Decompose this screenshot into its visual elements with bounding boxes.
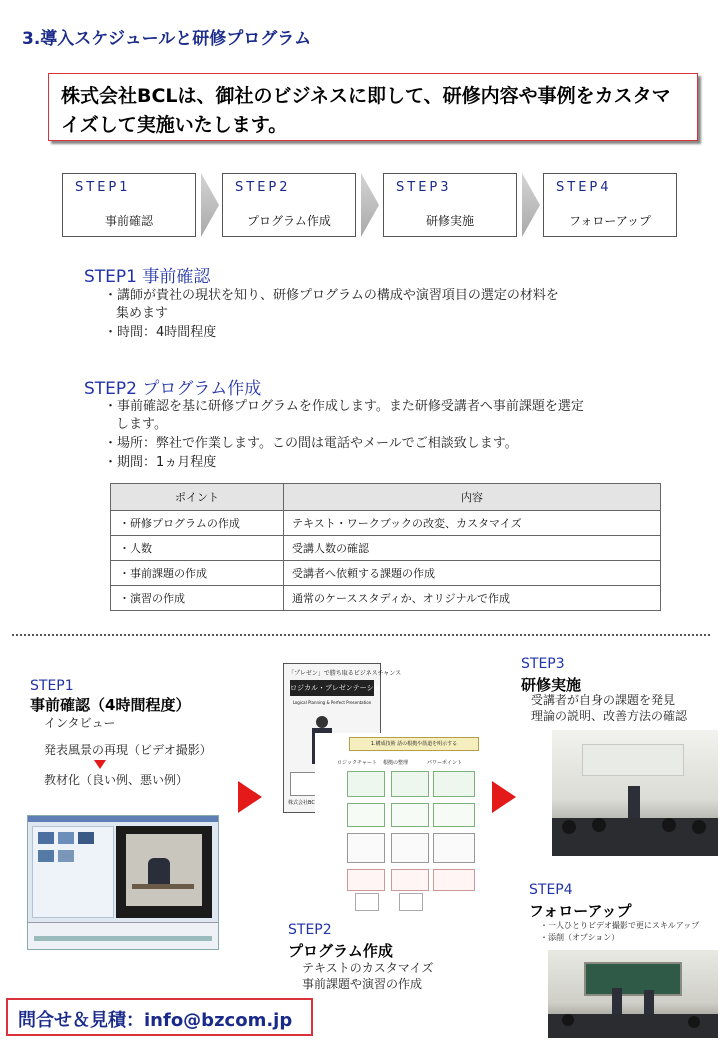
step-label: STEP4 — [556, 180, 612, 195]
table-cell: ・研修プログラムの作成 — [111, 511, 284, 536]
section-title: 3.導入スケジュールと研修プログラム — [22, 29, 312, 49]
table-cell: 通常のケーススタディか、オリジナルで作成 — [284, 586, 661, 611]
flow-step4-item: ・添削（オプション） — [540, 933, 620, 942]
table-cell: テキスト・ワークブックの改変、カスタマイズ — [284, 511, 661, 536]
flow-step2-title: プログラム作成 — [288, 942, 393, 960]
flow-step4-label: STEP4 — [529, 882, 573, 898]
step2-line: ・場所：弊社で作業します。この間は電話やメールでご相談致します。 — [104, 436, 518, 451]
flow-step1-label: STEP1 — [30, 678, 74, 694]
flow-step1-item: 教材化（良い例、悪い例） — [44, 773, 189, 787]
flow-step3-title: 研修実施 — [521, 676, 582, 694]
flow-step4-item: ・一人ひとりビデオ撮影で更にスキルアップ — [540, 921, 700, 930]
step-label: STEP3 — [396, 180, 452, 195]
table-header-row — [111, 484, 661, 511]
step-name: 事前確認 — [104, 214, 153, 228]
book-top-text: 「プレゼン」で勝ち取るビジネスチャンス — [288, 670, 402, 677]
flow-step1-item: 発表風景の再現（ビデオ撮影） — [44, 743, 212, 757]
step1-line: ・講師が貴社の現状を知り、研修プログラムの構成や演習項目の選定の材料を — [104, 288, 559, 303]
training-photo-1 — [552, 730, 718, 856]
step-box-4 — [543, 173, 677, 237]
flow-step1-title: 事前確認（4時間程度） — [30, 696, 191, 714]
table-cell: 受講人数の確認 — [284, 536, 661, 561]
step2-line: ・事前確認を基に研修プログラムを作成します。また研修受講者へ事前課題を選定 — [104, 399, 584, 414]
arrow-down-icon — [94, 760, 106, 769]
training-photo-2 — [548, 950, 718, 1038]
step-label: STEP2 — [235, 180, 291, 195]
lead-box — [48, 73, 698, 141]
step-box-1 — [62, 173, 196, 237]
step-box-2 — [222, 173, 356, 237]
table-cell: ・演習の作成 — [111, 586, 284, 611]
program-diagram-image — [315, 733, 480, 915]
step-box-3 — [383, 173, 517, 237]
table-row — [111, 536, 661, 561]
points-table — [110, 483, 661, 611]
diagram-col3: パワーポイント — [427, 760, 463, 766]
step-label: STEP1 — [75, 180, 131, 195]
flow-step2-item: 事前課題や演習の作成 — [302, 977, 423, 991]
table-header: ポイント — [111, 484, 284, 511]
step-name: プログラム作成 — [247, 214, 331, 228]
flow-step2-item: テキストのカスタマイズ — [302, 961, 434, 975]
lead-text: 株式会社BCLは、御社のビジネスに即して、研修内容や事例をカスタマイズして実施いたします。 — [61, 85, 671, 136]
chevron-right-icon — [201, 173, 219, 237]
contact-box — [6, 998, 313, 1036]
chevron-right-icon — [361, 173, 379, 237]
video-editor-image — [27, 815, 219, 950]
step-name: フォローアップ — [569, 214, 651, 228]
book-title: ロジカル・プレゼンテーション — [290, 680, 374, 696]
contact-email[interactable]: info@bzcom.jp — [144, 1010, 293, 1031]
step2-line: します。 — [116, 417, 167, 432]
book-publisher: 株式会社BC — [288, 800, 315, 806]
step1-heading: STEP1 事前確認 — [84, 267, 211, 287]
flow-step1-item: インタビュー — [44, 716, 116, 730]
flow-step3-label: STEP3 — [521, 656, 565, 672]
diagram-header: 1.構成技術 話の根拠や筋道を明示する — [349, 737, 479, 751]
step2-line: ・期間：1ヵ月程度 — [104, 455, 217, 470]
table-row — [111, 511, 661, 536]
flow-step3-item: 受講者が自身の課題を発見 — [531, 693, 676, 707]
table-row — [111, 586, 661, 611]
flow-step3-item: 理論の説明、改善方法の確認 — [531, 709, 688, 723]
diagram-col2: 根拠の整理 — [383, 760, 409, 766]
table-cell: ・事前課題の作成 — [111, 561, 284, 586]
contact-label: 問合せ＆見積： — [18, 1010, 144, 1031]
diagram-col1: ロジックチャート — [337, 760, 377, 766]
table-header: 内容 — [284, 484, 661, 511]
book-subtitle: Logical Planning & Perfect Presentation — [292, 700, 372, 705]
arrow-right-icon — [492, 781, 516, 813]
step1-line: 集めます — [116, 306, 169, 321]
step2-heading: STEP2 プログラム作成 — [84, 379, 262, 399]
step1-line: ・時間：4時間程度 — [104, 325, 217, 340]
table-cell: ・人数 — [111, 536, 284, 561]
arrow-right-icon — [238, 781, 262, 813]
table-row — [111, 561, 661, 586]
table-cell: 受講者へ依頼する課題の作成 — [284, 561, 661, 586]
chevron-right-icon — [522, 173, 540, 237]
flow-step2-label: STEP2 — [288, 922, 332, 938]
divider — [12, 634, 710, 636]
flow-step4-title: フォローアップ — [529, 902, 632, 920]
step-name: 研修実施 — [425, 214, 474, 228]
